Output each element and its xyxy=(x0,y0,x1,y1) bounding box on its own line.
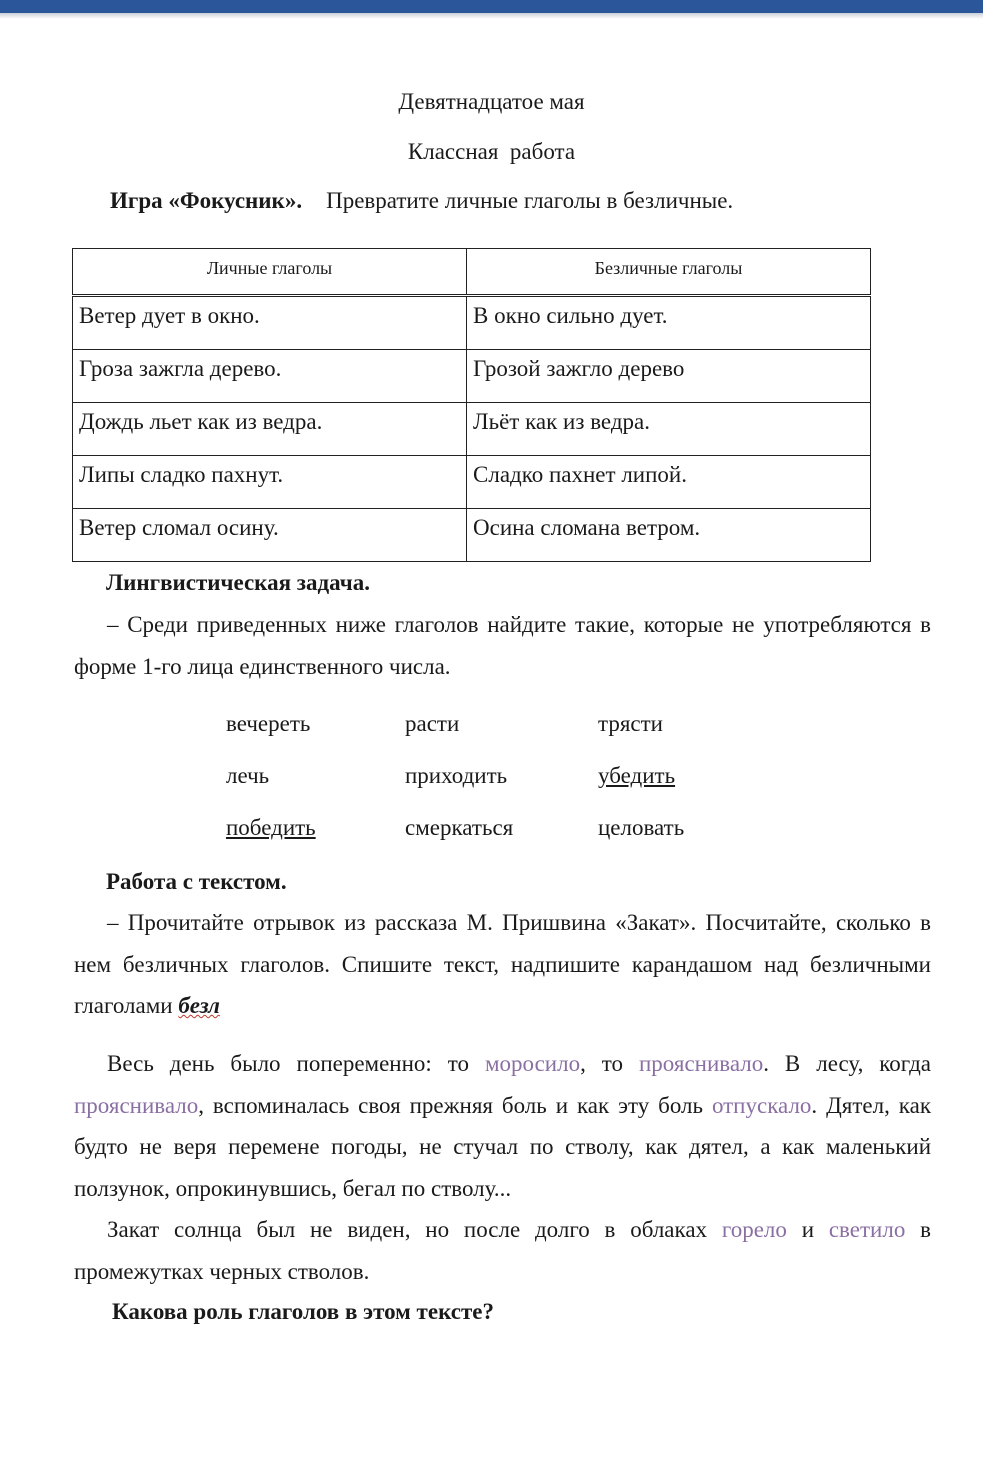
table-header-row xyxy=(72,248,873,295)
passage-text: в промежутках черных стволов. xyxy=(74,1217,931,1284)
table-cell: Липы сладко пахнут. xyxy=(72,455,467,509)
passage-paragraph-2 xyxy=(74,1209,931,1292)
top-bar-shadow xyxy=(0,13,983,19)
table-header-personal: Личные глаголы xyxy=(72,248,467,295)
table-cell: В окно сильно дует. xyxy=(466,296,871,350)
verbs-table xyxy=(72,248,873,562)
verb-word-underlined: убедить xyxy=(598,763,676,788)
table-cell: Сладко пахнет липой. xyxy=(466,455,871,509)
window-top-bar xyxy=(0,0,983,13)
passage-text: . В лесу, когда xyxy=(763,1051,931,1076)
date-heading: Девятнадцатое мая xyxy=(398,89,585,114)
instruction-text: – Прочитайте отрывок из рассказа М. Пришвина «Закат». Посчитайте, сколько в нем безличных глаголов. Спишите текст, надпишите карандашом над безличными глаголами xyxy=(74,910,931,1018)
passage-text: Весь день было попеременно: то xyxy=(107,1051,485,1076)
passage-text: Закат солнца был не виден, но после долго в облаках xyxy=(107,1217,722,1242)
game-task: Превратите личные глаголы в безличные. xyxy=(326,188,734,213)
verb-word: вечереть xyxy=(226,711,311,736)
passage-text: . Дятел, как будто не веря перемене погоды, не стучал по стволу, как дятел, а как маленький ползунок, опрокинувшись, бегал по стволу... xyxy=(74,1092,931,1201)
verb-word: лечь xyxy=(226,763,270,788)
impersonal-verb-highlight: прояснивало xyxy=(639,1051,764,1076)
linguistic-task-text: – Среди приведенных ниже глаголов найдите такие, которые не употребляются в форме 1-го лица единственного числа. xyxy=(74,612,931,679)
table-row xyxy=(72,456,873,509)
table-row xyxy=(72,403,873,456)
table-row xyxy=(72,509,873,562)
verb-word: расти xyxy=(405,711,460,736)
verb-word: трясти xyxy=(598,711,663,736)
question-line: Какова роль глаголов в этом тексте? xyxy=(112,1299,494,1324)
table-cell: Гроза зажгла дерево. xyxy=(72,349,467,403)
table-row xyxy=(72,350,873,403)
passage-text: , то xyxy=(580,1051,639,1076)
table-cell: Ветер дует в окно. xyxy=(72,296,467,350)
impersonal-verb-highlight: горело xyxy=(721,1217,787,1242)
table-cell: Ветер сломал осину. xyxy=(72,508,467,562)
impersonal-verb-highlight: отпускало xyxy=(711,1092,812,1118)
impersonal-verb-highlight: светило xyxy=(828,1217,906,1242)
game-line xyxy=(110,188,733,214)
linguistic-task-title: Лингвистическая задача. xyxy=(106,570,370,595)
text-work-instruction xyxy=(74,902,931,1027)
table-cell: Дождь льет как из ведра. xyxy=(72,402,467,456)
verb-word: целовать xyxy=(598,815,685,840)
verb-word: приходить xyxy=(405,763,508,788)
game-title: Игра «Фокусник». xyxy=(110,188,303,213)
table-cell: Льёт как из ведра. xyxy=(466,402,871,456)
table-header-impersonal: Безличные глаголы xyxy=(466,248,871,295)
text-work-title: Работа с текстом. xyxy=(106,869,287,894)
table-row xyxy=(72,297,873,350)
passage-paragraph-1 xyxy=(74,1043,931,1209)
passage-text: и xyxy=(786,1217,829,1242)
verb-word-underlined: победить xyxy=(226,815,316,840)
impersonal-mark: безл xyxy=(178,993,220,1018)
classwork-heading: Классная работа xyxy=(407,139,576,164)
passage-text: , вспоминалась своя прежняя боль и как эту боль xyxy=(198,1092,712,1118)
verb-word: смеркаться xyxy=(405,815,514,840)
impersonal-verb-highlight: моросило xyxy=(484,1051,581,1076)
table-cell: Грозой зажгло дерево xyxy=(466,349,871,403)
impersonal-verb-highlight: прояснивало xyxy=(74,1092,199,1118)
table-cell: Осина сломана ветром. xyxy=(466,508,871,562)
